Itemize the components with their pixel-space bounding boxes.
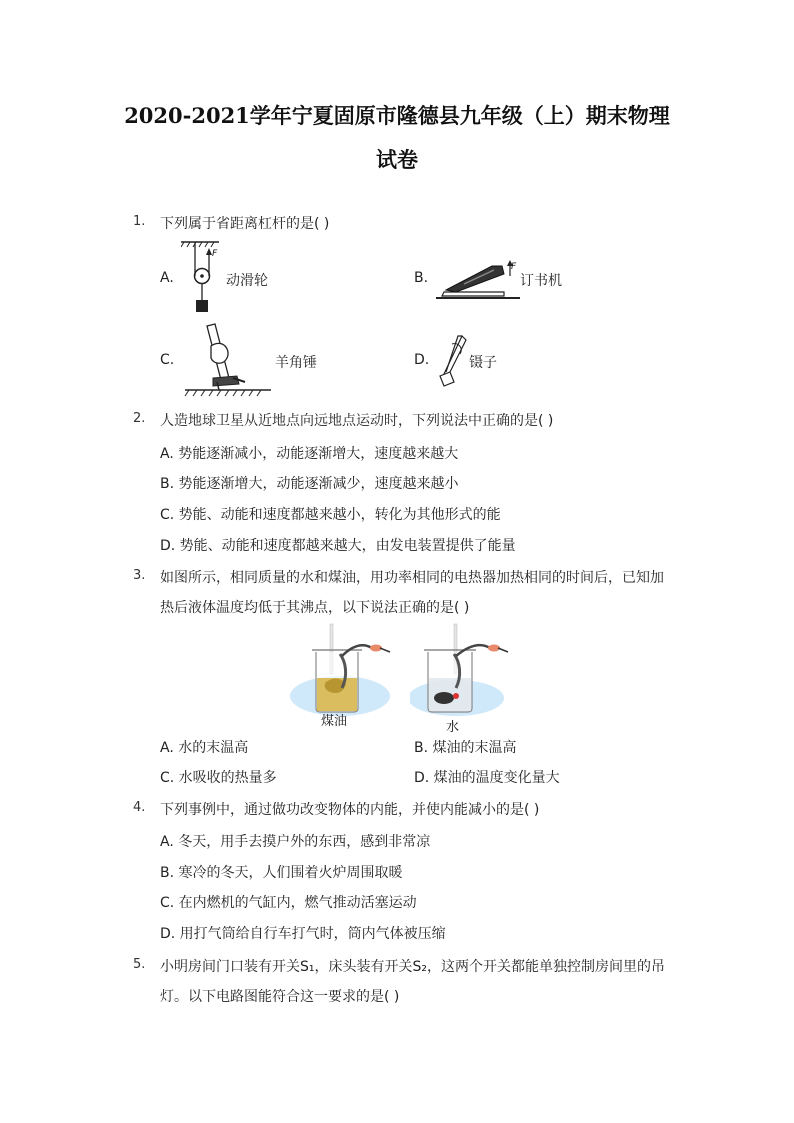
figure-label-water: 水 xyxy=(446,720,460,735)
question-text-line2: 灯。以下电路图能符合这一要求的是( ) xyxy=(160,989,400,1005)
option-c: C. 势能、动能和速度都越来越小，转化为其他形式的能 xyxy=(160,507,501,523)
option-letter: C. xyxy=(160,352,175,368)
question-number: 2. xyxy=(133,411,146,426)
force-label: F xyxy=(511,262,517,272)
option-d: D. 煤油的温度变化量大 xyxy=(414,770,560,786)
option-b: B. 煤油的末温高 xyxy=(414,740,517,756)
option-b: B. 寒冷的冬天，人们围着火炉周围取暖 xyxy=(160,865,403,881)
option-letter: A. xyxy=(160,270,174,286)
option-letter: D. xyxy=(414,352,430,368)
option-a: A. 水的末温高 xyxy=(160,740,249,756)
force-label: F xyxy=(212,249,218,259)
option-c: C. 在内燃机的气缸内，燃气推动活塞运动 xyxy=(160,895,417,911)
page-title: 2020-2021学年宁夏固原市隆德县九年级（上）期末物理 xyxy=(124,103,670,128)
question-text: 下列事例中，通过做功改变物体的内能，并使内能减小的是( ) xyxy=(160,802,540,818)
page-title-line2: 试卷 xyxy=(376,147,418,172)
option-c: C. 水吸收的热量多 xyxy=(160,770,277,786)
option-b: B. 势能逐渐增大，动能逐渐减少，速度越来越小 xyxy=(160,476,459,492)
option-label: 镊子 xyxy=(469,355,497,371)
question-text-line1: 如图所示，相同质量的水和煤油，用功率相同的电热器加热相同的时间后，已知加 xyxy=(160,570,664,586)
option-letter: B. xyxy=(414,270,429,286)
question-number: 5. xyxy=(133,957,146,972)
option-d: D. 势能、动能和速度都越来越大，由发电装置提供了能量 xyxy=(160,538,516,554)
claw-hammer-figure xyxy=(183,320,275,398)
option-label: 动滑轮 xyxy=(226,273,268,289)
question-number: 4. xyxy=(133,800,146,815)
pulley-figure xyxy=(181,240,225,318)
question-text: 下列属于省距离杠杆的是( ) xyxy=(160,216,330,232)
question-text-line2: 热后液体温度均低于其沸点，以下说法正确的是( ) xyxy=(160,600,470,616)
option-d: D. 用打气筒给自行车打气时，筒内气体被压缩 xyxy=(160,926,446,942)
water-beaker-figure xyxy=(410,622,516,722)
question-text: 人造地球卫星从近地点向远地点运动时，下列说法中正确的是( ) xyxy=(160,413,554,429)
figure-label-kerosene: 煤油 xyxy=(321,714,348,729)
option-a: A. 势能逐渐减小，动能逐渐增大，速度越来越大 xyxy=(160,446,459,462)
kerosene-beaker-figure xyxy=(290,622,396,722)
option-label: 订书机 xyxy=(520,273,562,289)
option-a: A. 冬天，用手去摸户外的东西，感到非常凉 xyxy=(160,834,431,850)
tweezers-figure xyxy=(436,332,472,390)
question-number: 1. xyxy=(133,214,146,229)
option-label: 羊角锤 xyxy=(275,355,317,371)
question-text-line1: 小明房间门口装有开关S₁，床头装有开关S₂，这两个开关都能单独控制房间里的吊 xyxy=(160,959,665,975)
question-number: 3. xyxy=(133,568,146,583)
